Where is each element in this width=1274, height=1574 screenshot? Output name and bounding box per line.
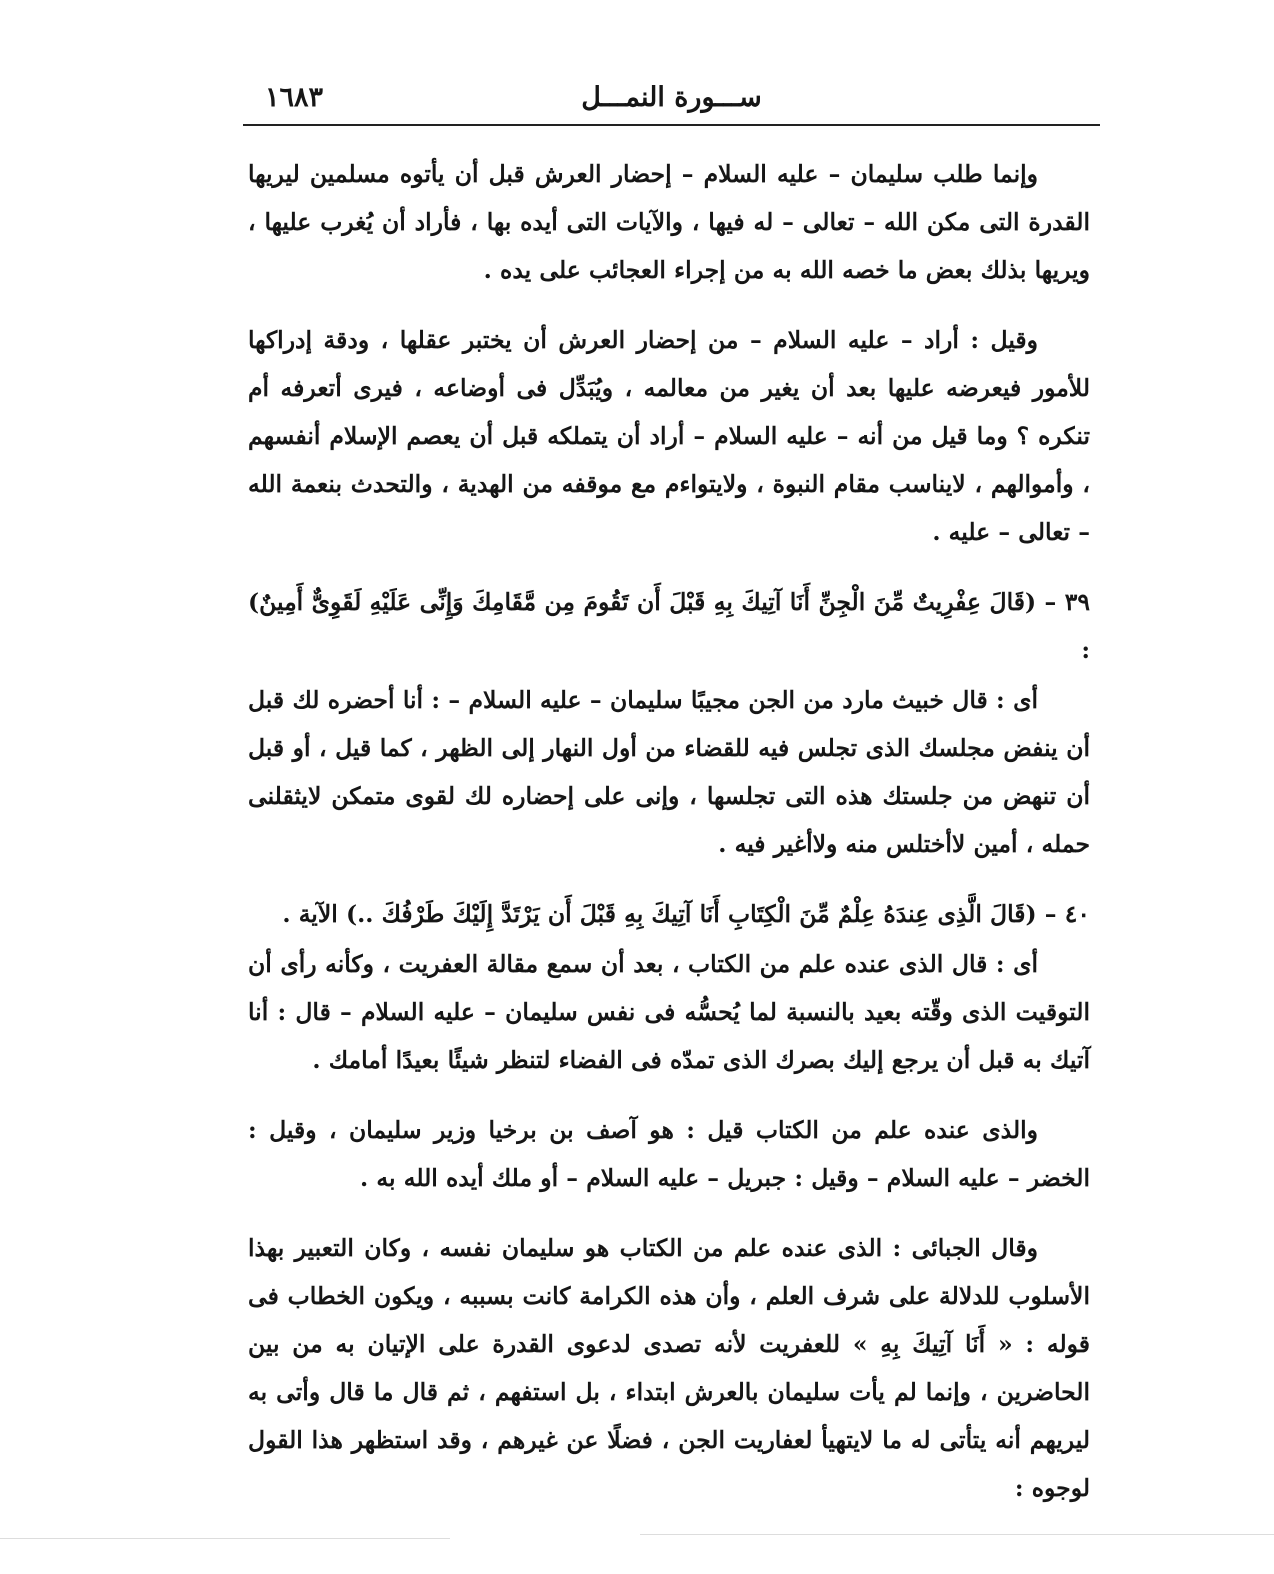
page-number: ١٦٨٣: [265, 82, 324, 113]
paragraph-3: أى : قال خبيث مارد من الجن مجيبًا سليمان – عليه السلام – : أنا أحضره لك قبل أن ينفض مجلسك الذى تجلس فيه للقضاء من أول النهار إلى الظهر ، كما قيل ، أو قبل أن تنهض من جلستك هذه التى تجلسها ، وإنى على إحضاره لك لقوى متمكن لايثقلنى حمله ، أمين لاأختلس منه ولاأغير فيه .: [248, 686, 1090, 858]
paragraph-5: والذى عنده علم من الكتاب قيل : هو آصف بن برخيا وزير سليمان ، وقيل : الخضر – عليه السلام – وقيل : جبريل – عليه السلام – أو ملك أيده الله به .: [248, 1116, 1090, 1192]
paragraph-4: أى : قال الذى عنده علم من الكتاب ، بعد أن سمع مقالة العفريت ، وكأنه رأى أن التوقيت الذى وقّته بعيد بالنسبة لما يُحسُّه فى نفس سليمان – عليه السلام – قال : أنا آتيك به قبل أن يرجع إليك بصرك الذى تمدّه فى الفضاء لتنظر شيئًا بعيدًا أمامك .: [248, 950, 1090, 1074]
paragraph-1: وإنما طلب سليمان – عليه السلام – إحضار العرش قبل أن يأتوه مسلمين ليريها القدرة التى مكن الله – تعالى – له فيها ، والآيات التى أيده بها ، فأراد أن يُغرب عليها ، ويريها بذلك بعض ما خصه الله به من إجراء العجائب على يده .: [248, 160, 1090, 284]
page-header: [243, 78, 1100, 118]
paragraph-6: وقال الجبائى : الذى عنده علم من الكتاب هو سليمان نفسه ، وكان التعبير بهذا الأسلوب للدلالة على شرف العلم ، وأن هذه الكرامة كانت بسببه ، ويكون الخطاب فى قوله : « أَنَا آتِيكَ بِهِ » للعفريت لأنه تصدى لدعوى القدرة على الإتيان به من بين الحاضرين ، وإنما لم يأت سليمان بالعرش ابتداء ، بل استفهم ، ثم قال ما قال وأتى به ليريهم أنه يتأتى له ما لايتهيأ لعفاريت الجن ، فضلًا عن غيرهم ، وقد استظهر هذا القول لوجوه :: [248, 1234, 1090, 1502]
verse-39: ٣٩ – (قَالَ عِفْرِيتٌ مِّنَ الْجِنِّ أَنَا آتِيكَ بِهِ قَبْلَ أَن تَقُومَ مِن مَّقَامِكَ وَإِنِّى عَلَيْهِ لَقَوِىٌّ أَمِينٌ) :: [248, 588, 1090, 664]
paragraph-2: وقيل : أراد – عليه السلام – من إحضار العرش أن يختبر عقلها ، ودقة إدراكها للأمور فيعرضه عليها بعد أن يغير من معالمه ، ويُبَدِّل فى أوضاعه ، فيرى أتعرفه أم تنكره ؟ وما قيل من أنه – عليه السلام – أراد أن يتملكه قبل أن يعصم الإسلام أنفسهم ، وأموالهم ، لايناسب مقام النبوة ، ولايتواءم مع موقفه من الهدية ، والتحدث بنعمة الله – تعالى – عليه .: [248, 326, 1090, 546]
verse-40: ٤٠ – (قَالَ الَّذِى عِندَهُ عِلْمٌ مِّنَ الْكِتَابِ أَنَا آتِيكَ بِهِ قَبْلَ أَن يَرْتَدَّ إِلَيْكَ طَرْفُكَ ..) الآية .: [282, 900, 1090, 928]
surah-title: ســـورة النمـــل: [581, 82, 762, 113]
scan-edge-line: [0, 1538, 450, 1539]
scan-edge-line: [640, 1534, 1274, 1535]
header-divider: [243, 124, 1100, 126]
body-text: [248, 150, 1090, 1534]
